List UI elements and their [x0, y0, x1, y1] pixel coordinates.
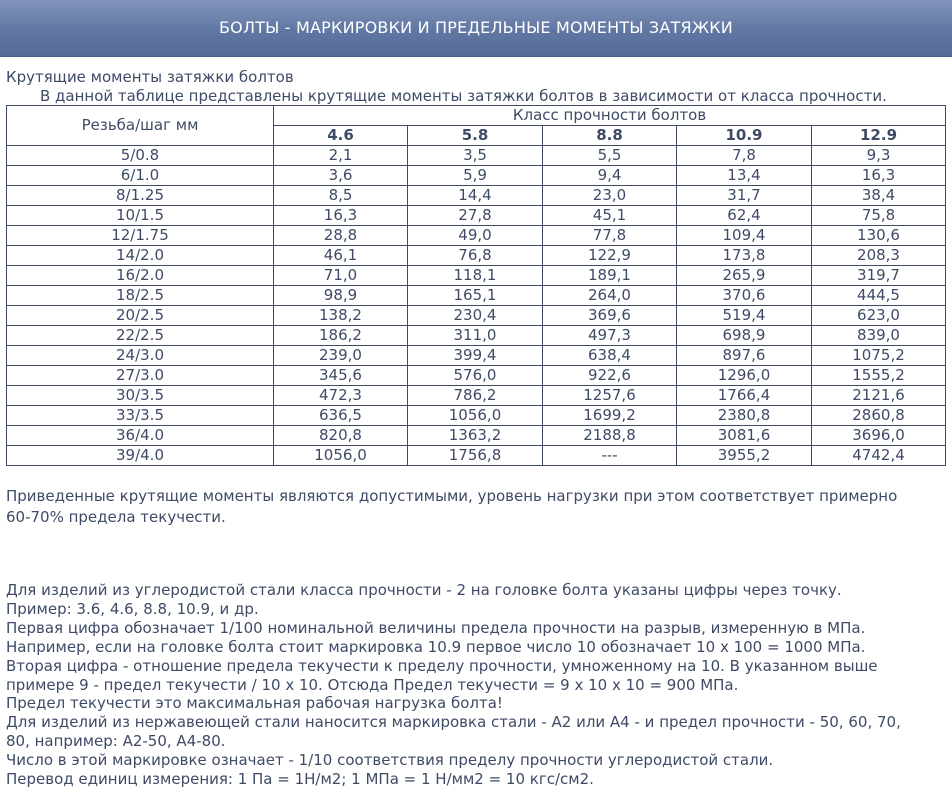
torque-cell: 399,4: [408, 346, 543, 366]
torque-cell: 189,1: [543, 266, 677, 286]
table-row: [7, 306, 946, 326]
torque-cell: 16,3: [812, 166, 946, 186]
class-12-9-header: 12.9: [812, 126, 946, 146]
torque-cell: 186,2: [274, 326, 408, 346]
note-line: Вторая цифра - отношение предела текучести к пределу прочности, умноженному на 10. В указанном выше: [6, 656, 878, 675]
torque-cell: 3,6: [274, 166, 408, 186]
torque-cell: 7,8: [677, 146, 812, 166]
torque-cell: 1257,6: [543, 386, 677, 406]
torque-cell: 636,5: [274, 406, 408, 426]
note-line: Пример: 3.6, 4.6, 8.8, 10.9, и др.: [6, 599, 259, 618]
section-intro: В данной таблице представлены крутящие моменты затяжки болтов в зависимости от класса прочности.: [40, 87, 887, 105]
torque-cell: 122,9: [543, 246, 677, 266]
thread-cell: 24/3.0: [7, 346, 274, 366]
torque-table-body: [7, 146, 946, 466]
torque-cell: 1056,0: [408, 406, 543, 426]
class-8-8-header: 8.8: [543, 126, 677, 146]
torque-cell: 2188,8: [543, 426, 677, 446]
thread-cell: 6/1.0: [7, 166, 274, 186]
note-line: Первая цифра обозначает 1/100 номинальной величины предела прочности на разрыв, измеренную в МПа.: [6, 618, 866, 637]
torque-cell: 264,0: [543, 286, 677, 306]
torque-cell: 14,4: [408, 186, 543, 206]
torque-cell: 820,8: [274, 426, 408, 446]
note-line: Перевод единиц измерения: 1 Па = 1Н/м2; 1 МПа = 1 Н/мм2 = 10 кгс/см2.: [6, 770, 594, 789]
note-line: Предел текучести это максимальная рабочая нагрузка болта!: [6, 694, 503, 713]
torque-cell: 76,8: [408, 246, 543, 266]
thread-cell: 20/2.5: [7, 306, 274, 326]
banner-title: БОЛТЫ - МАРКИРОВКИ И ПРЕДЕЛЬНЫЕ МОМЕНТЫ ЗАТЯЖКИ: [219, 18, 733, 37]
torque-cell: 370,6: [677, 286, 812, 306]
torque-cell: 230,4: [408, 306, 543, 326]
thread-cell: 22/2.5: [7, 326, 274, 346]
torque-cell: 1296,0: [677, 366, 812, 386]
torque-cell: 3955,2: [677, 446, 812, 466]
torque-cell: 38,4: [812, 186, 946, 206]
thread-cell: 12/1.75: [7, 226, 274, 246]
table-row: [7, 166, 946, 186]
torque-cell: 2380,8: [677, 406, 812, 426]
torque-cell: 2860,8: [812, 406, 946, 426]
torque-cell: 173,8: [677, 246, 812, 266]
torque-cell: 1075,2: [812, 346, 946, 366]
note-line: Число в этой маркировке означает - 1/10 соответствия пределу прочности углеродистой стали.: [6, 751, 774, 770]
torque-table-head: [7, 106, 946, 146]
torque-cell: 638,4: [543, 346, 677, 366]
table-footnote-line: 60-70% предела текучести.: [6, 508, 226, 526]
torque-cell: 28,8: [274, 226, 408, 246]
table-row: [7, 446, 946, 466]
torque-cell: 31,7: [677, 186, 812, 206]
torque-cell: 71,0: [274, 266, 408, 286]
table-row: [7, 326, 946, 346]
torque-cell: 345,6: [274, 366, 408, 386]
torque-cell: 519,4: [677, 306, 812, 326]
torque-cell: 1699,2: [543, 406, 677, 426]
thread-cell: 18/2.5: [7, 286, 274, 306]
torque-cell: 239,0: [274, 346, 408, 366]
torque-cell: 45,1: [543, 206, 677, 226]
table-row: [7, 226, 946, 246]
thread-cell: 36/4.0: [7, 426, 274, 446]
header-banner: [0, 0, 952, 57]
torque-table: [6, 105, 946, 466]
thread-cell: 8/1.25: [7, 186, 274, 206]
note-line: Например, если на головке болта стоит маркировка 10.9 первое число 10 обозначает 10 х 100 = 1000 МПа.: [6, 637, 866, 656]
thread-cell: 10/1.5: [7, 206, 274, 226]
torque-cell: 922,6: [543, 366, 677, 386]
table-row: [7, 366, 946, 386]
torque-cell: 23,0: [543, 186, 677, 206]
thread-cell: 39/4.0: [7, 446, 274, 466]
torque-cell: 2121,6: [812, 386, 946, 406]
torque-cell: 3081,6: [677, 426, 812, 446]
torque-cell: 1756,8: [408, 446, 543, 466]
torque-cell: 786,2: [408, 386, 543, 406]
thread-cell: 33/3.5: [7, 406, 274, 426]
class-4-6-header: 4.6: [274, 126, 408, 146]
torque-cell: 208,3: [812, 246, 946, 266]
torque-cell: 9,3: [812, 146, 946, 166]
torque-cell: 46,1: [274, 246, 408, 266]
torque-cell: 5,5: [543, 146, 677, 166]
torque-cell: 138,2: [274, 306, 408, 326]
torque-cell: 98,9: [274, 286, 408, 306]
class-5-8-header: 5.8: [408, 126, 543, 146]
thread-cell: 14/2.0: [7, 246, 274, 266]
torque-cell: 8,5: [274, 186, 408, 206]
torque-cell: 897,6: [677, 346, 812, 366]
torque-cell: 319,7: [812, 266, 946, 286]
torque-cell: 13,4: [677, 166, 812, 186]
table-row: [7, 346, 946, 366]
torque-cell: 118,1: [408, 266, 543, 286]
table-row: [7, 246, 946, 266]
torque-cell: 3696,0: [812, 426, 946, 446]
torque-cell: 77,8: [543, 226, 677, 246]
thread-cell: 30/3.5: [7, 386, 274, 406]
table-row: [7, 286, 946, 306]
table-row: [7, 206, 946, 226]
torque-cell: 1056,0: [274, 446, 408, 466]
torque-cell: 49,0: [408, 226, 543, 246]
torque-cell: 109,4: [677, 226, 812, 246]
table-footnote-line: Приведенные крутящие моменты являются допустимыми, уровень нагрузки при этом соответствует примерно: [6, 487, 898, 505]
torque-cell: 265,9: [677, 266, 812, 286]
torque-cell: 1363,2: [408, 426, 543, 446]
torque-cell: 444,5: [812, 286, 946, 306]
torque-cell: 698,9: [677, 326, 812, 346]
table-row: [7, 426, 946, 446]
torque-cell: 16,3: [274, 206, 408, 226]
table-row: [7, 186, 946, 206]
class-10-9-header: 10.9: [677, 126, 812, 146]
torque-cell: 369,6: [543, 306, 677, 326]
torque-cell: 62,4: [677, 206, 812, 226]
note-line: Для изделий из нержавеющей стали наносится маркировка стали - А2 или А4 - и предел прочности - 50, 60, 70,: [6, 713, 901, 732]
torque-cell: 130,6: [812, 226, 946, 246]
torque-cell: 472,3: [274, 386, 408, 406]
table-row: [7, 146, 946, 166]
torque-cell: 1555,2: [812, 366, 946, 386]
thread-header: Резьба/шаг мм: [7, 106, 274, 146]
torque-cell: 4742,4: [812, 446, 946, 466]
torque-cell: 576,0: [408, 366, 543, 386]
torque-cell: 9,4: [543, 166, 677, 186]
thread-cell: 16/2.0: [7, 266, 274, 286]
torque-cell: 27,8: [408, 206, 543, 226]
torque-cell: 623,0: [812, 306, 946, 326]
table-row: [7, 386, 946, 406]
torque-cell: 2,1: [274, 146, 408, 166]
torque-cell: 497,3: [543, 326, 677, 346]
torque-cell: ---: [543, 446, 677, 466]
torque-cell: 1766,4: [677, 386, 812, 406]
torque-cell: 5,9: [408, 166, 543, 186]
torque-cell: 75,8: [812, 206, 946, 226]
torque-cell: 165,1: [408, 286, 543, 306]
class-header: Класс прочности болтов: [274, 106, 946, 126]
torque-cell: 311,0: [408, 326, 543, 346]
torque-cell: 3,5: [408, 146, 543, 166]
note-line: Для изделий из углеродистой стали класса прочности - 2 на головке болта указаны цифры через точку.: [6, 581, 842, 599]
note-line: примере 9 - предел текучести / 10 х 10. Отсюда Предел текучести = 9 х 10 х 10 = 900 МПа.: [6, 675, 739, 694]
marking-notes: [6, 581, 946, 789]
section-title: Крутящие моменты затяжки болтов: [6, 68, 294, 86]
table-row: [7, 266, 946, 286]
thread-cell: 27/3.0: [7, 366, 274, 386]
torque-cell: 839,0: [812, 326, 946, 346]
table-footnote: [6, 486, 941, 528]
table-row: [7, 406, 946, 426]
thread-cell: 5/0.8: [7, 146, 274, 166]
note-line: 80, например: А2-50, А4-80.: [6, 732, 226, 751]
